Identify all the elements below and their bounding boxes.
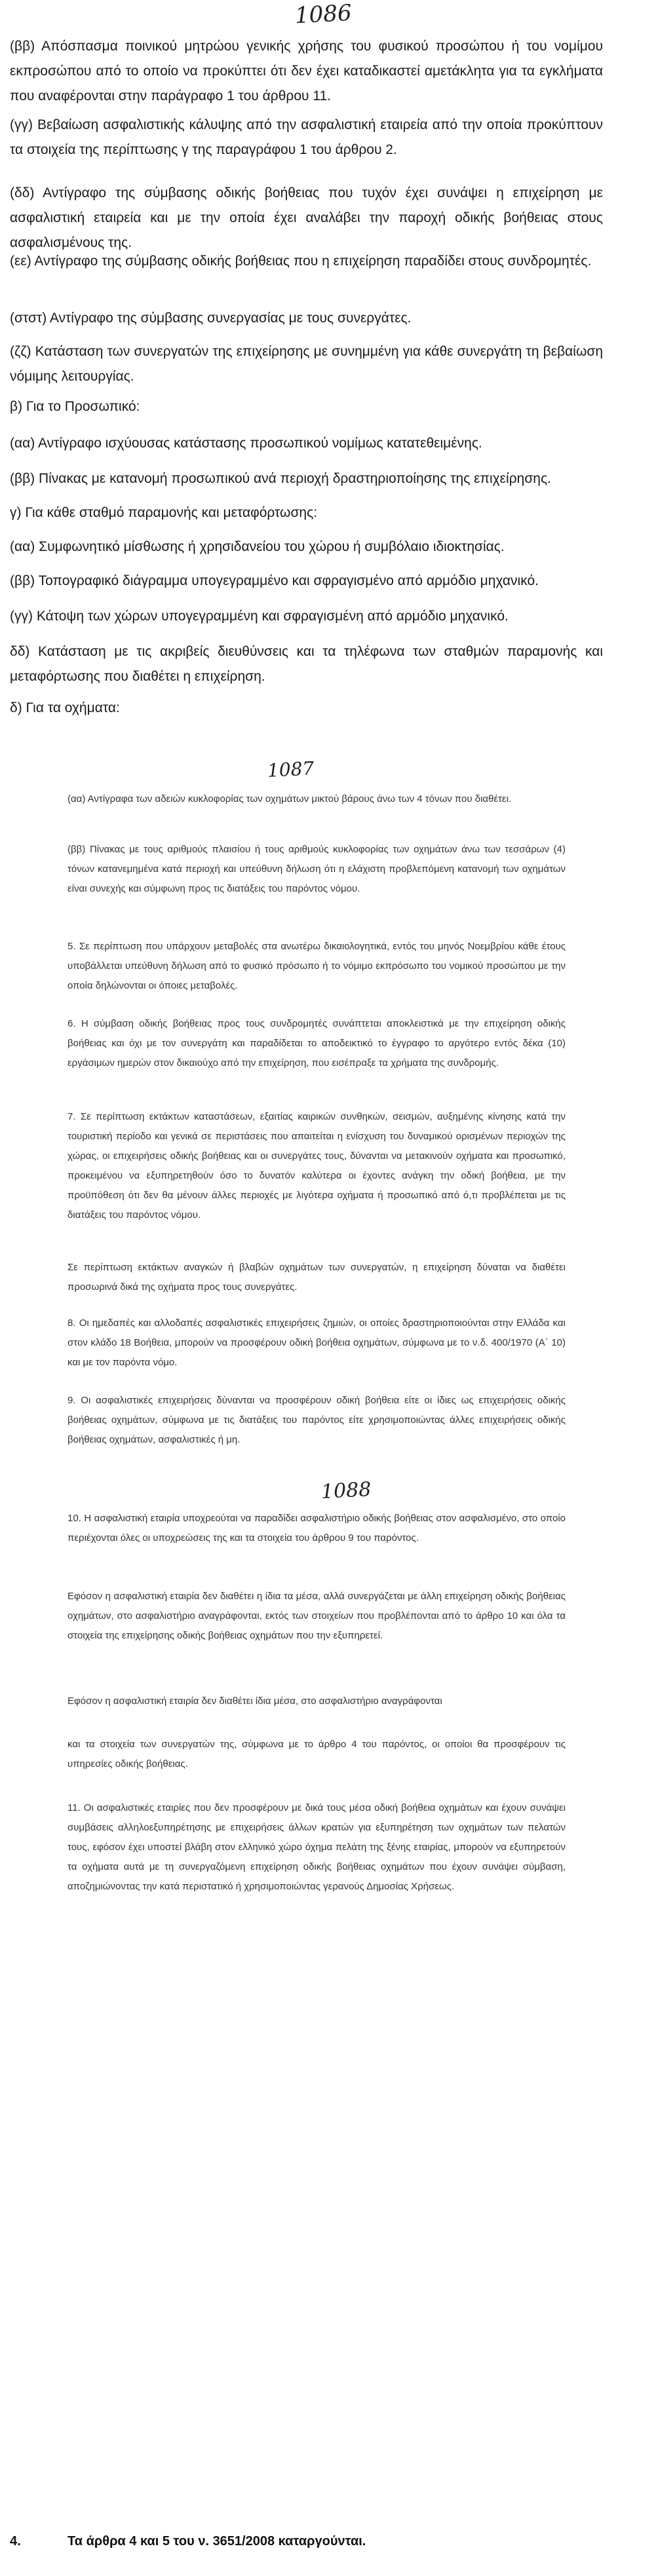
paragraph: Εφόσον η ασφαλιστική εταιρία δεν διαθέτει ίδια μέσα, στο ασφαλιστήριο αναγράφονται (68, 1695, 442, 1707)
paragraph: (ββ) Πίνακας με κατανομή προσωπικού ανά περιοχή δραστηριοποίησης της επιχείρησης. (10, 471, 551, 486)
paragraph: (στστ) Αντίγραφο της σύμβασης συνεργασίας με τους συνεργάτες. (10, 311, 412, 326)
paragraph: 10. Η ασφαλιστική εταιρία υποχρεούται να παραδίδει ασφαλιστήριο οδικής βοήθειας στον ασφαλισμένο, στο οποίο περιέχονται όλες οι υποχρεώσεις της και τα στοιχεία του άρθρου 9 του παρόντος. (68, 1513, 566, 1544)
page-number: 1088 (320, 1478, 372, 1504)
paragraph: 9. Οι ασφαλιστικές επιχειρήσεις δύνανται να προσφέρουν οδική βοήθεια είτε οι ίδιες ως επιχειρήσεις οδικής βοήθειας οχημάτων, σύμφωνα με τις διατάξεις του παρόντος είτε χρησιμοποιώντας άλλες επιχειρήσεις οδικής βοήθειας οχημάτων, ασφαλιστικές ή μη. (68, 1395, 566, 1445)
article-number: 4. (10, 2534, 21, 2548)
paragraph: (ζζ) Κατάσταση των συνεργατών της επιχείρησης με συνημμένη για κάθε συνεργάτη τη βεβαίωση νόμιμης λειτουργίας. (10, 344, 603, 384)
page-number: 1086 (294, 0, 353, 29)
paragraph: (αα) Αντίγραφο ισχύουσας κατάστασης προσωπικού νομίμως κατατεθειμένης. (10, 436, 482, 451)
paragraph: (ββ) Πίνακας με τους αριθμούς πλαισίου ή τους αριθμούς κυκλοφορίας των οχημάτων άνω των τεσσάρων (4) τόνων κατανεμημένα κατά περιοχή και υπεύθυνη δήλωση ότι η ελάχιστη προβλεπόμενη κατανομή των οχημάτων είναι συνεχής και σύμφωνη προς τις διατάξεις του παρόντος νόμου. (68, 844, 566, 894)
paragraph: 11. Οι ασφαλιστικές εταιρίες που δεν προσφέρουν με δικά τους μέσα οδική βοήθεια οχημάτων και έχουν συνάψει συμβάσεις αλληλοεξυπηρέτησης με επιχειρήσεις άλλων κρατών για εξυπηρέτηση των οχημάτων των πελατών τους, εφόσον έχει υποστεί βλάβη στον ελληνικό χώρο όχημα πελάτη της ξένης εταιρίας, μπορούν να εξυπηρετούν τα οχήματα αυτά με τη συνεργαζόμενη επιχείρηση οδικής βοήθειας οχημάτων που έχουν συνάψει σύμβαση, αποζημιώνοντας την κατά περιστατικό ή χρησιμοποιώντας γερανούς Δημοσίας Χρήσεως. (68, 1802, 566, 1892)
paragraph: (δδ) Αντίγραφο της σύμβασης οδικής βοήθειας που τυχόν έχει συνάψει η επιχείρηση με ασφαλιστική εταιρεία και με την οποία έχει αναλάβει την παροχή οδικής βοήθειας στους ασφαλισμένους της. (10, 185, 603, 250)
paragraph: και τα στοιχεία των συνεργατών της, σύμφωνα με το άρθρο 4 του παρόντος, οι οποίοι θα προσφέρουν τις υπηρεσίες οδικής βοήθειας. (68, 1739, 566, 1770)
paragraph: 8. Οι ημεδαπές και αλλοδαπές ασφαλιστικές επιχειρήσεις ζημιών, οι οποίες δραστηριοποιούνται στην Ελλάδα και στον κλάδο 18 Βοήθεια, μπορούν να προσφέρουν οδική βοήθεια οχημάτων, σύμφωνα με το ν.δ. 400/1970 (Α΄ 10) και με τον παρόντα νόμο. (68, 1317, 566, 1368)
paragraph: Εφόσον η ασφαλιστική εταιρία δεν διαθέτει η ίδια τα μέσα, αλλά συνεργάζεται με άλλη επιχείρηση οδικής βοήθειας οχημάτων, στο ασφαλιστήριο αναγράφονται, εκτός των στοιχείων που προβλέπονται από το άρθρο 10 και όλα τα στοιχεία της επιχείρησης οδικής βοήθειας οχημάτων που την εξυπηρετεί. (68, 1591, 566, 1641)
paragraph: γ) Για κάθε σταθμό παραμονής και μεταφόρτωσης: (10, 505, 318, 520)
paragraph: 6. Η σύμβαση οδικής βοήθειας προς τους συνδρομητές συνάπτεται αποκλειστικά με την επιχείρηση οδικής βοήθειας και όχι με τον συνεργάτη και παραδίδεται το αποδεικτικό το έγγραφο το αργότερο εντός δέκα (10) εργάσιμων ημερών στον δικαιούχο από την επιχείρηση, που εισέπραξε τα χρήματα της συνδρομής. (68, 1018, 566, 1069)
paragraph: (ββ) Τοπογραφικό διάγραμμα υπογεγραμμένο και σφραγισμένο από αρμόδιο μηχανικό. (10, 573, 539, 588)
paragraph: δδ) Κατάσταση με τις ακριβείς διευθύνσεις και τα τηλέφωνα των σταθμών παραμονής και μεταφόρτωσης που διαθέτει η επιχείρηση. (10, 644, 603, 684)
paragraph: (αα) Αντίγραφα των αδειών κυκλοφορίας των οχημάτων μικτού βάρους άνω των 4 τόνων που διαθέτει. (68, 793, 512, 805)
page-number: 1087 (267, 757, 315, 782)
paragraph: β) Για το Προσωπικό: (10, 399, 140, 414)
final-article-note (10, 2534, 366, 2549)
article-text: Τα άρθρα 4 και 5 του ν. 3651/2008 καταργούνται. (68, 2534, 366, 2548)
paragraph: (εε) Αντίγραφο της σύμβασης οδικής βοήθειας που η επιχείρηση παραδίδει στους συνδρομητές. (10, 254, 592, 269)
paragraph: Σε περίπτωση εκτάκτων αναγκών ή βλαβών οχημάτων των συνεργατών, η επιχείρηση δύναται να διαθέτει προσωρινά δικά της οχήματα προς τους συνεργάτες. (68, 1262, 566, 1293)
paragraph: δ) Για τα οχήματα: (10, 700, 120, 715)
paragraph: (γγ) Κάτοψη των χώρων υπογεγραμμένη και σφραγισμένη από αρμόδιο μηχανικό. (10, 609, 509, 624)
paragraph: (αα) Συμφωνητικό μίσθωσης ή χρησιδανείου του χώρου ή συμβόλαιο ιδιοκτησίας. (10, 539, 505, 554)
paragraph: 5. Σε περίπτωση που υπάρχουν μεταβολές στα ανωτέρω δικαιολογητικά, εντός του μηνός Νοεμβρίου κάθε έτους υποβάλλεται υπεύθυνη δήλωση από το φυσικό πρόσωπο ή το νόμιμο εκπρόσωπο του νομικού προσώπου με την οποία δηλώνονται οι όποιες μεταβολές. (68, 941, 566, 991)
paragraph: (ββ) Απόσπασμα ποινικού μητρώου γενικής χρήσης του φυσικού προσώπου ή του νομίμου εκπροσώπου από το οποίο να προκύπτει ότι δεν έχει καταδικαστεί αμετάκλητα για τα εγκλήματα που αναφέρονται στην παράγραφο 1 του άρθρου 11. (10, 39, 603, 104)
paragraph: 7. Σε περίπτωση εκτάκτων καταστάσεων, εξαιτίας καιρικών συνθηκών, σεισμών, αυξημένης κίνησης κατά την τουριστική περίοδο και γενικά σε περιστάσεις που απαιτείται η ενίσχυση του δυναμικού ορισμένων περιοχών της χώρας, οι επιχειρήσεις οδικής βοήθειας και οι συνεργάτες τους, δύνανται να μετακινούν οχήματα και προσωπικό, προκειμένου να εξυπηρετηθούν όσο το δυνατόν καλύτερα οι έχοντες ανάγκη την οδική βοήθεια, με την προϋπόθεση ότι δεν θα μένουν άλλες περιοχές με λιγότερα οχήματα ή προσωπικό από ό,τι προβλέπεται με τις διατάξεις του παρόντος νόμου. (68, 1111, 566, 1221)
paragraph: (γγ) Βεβαίωση ασφαλιστικής κάλυψης από την ασφαλιστική εταιρεία από την οποία προκύπτουν τα στοιχεία της περίπτωσης γ της παραγράφου 1 του άρθρου 2. (10, 117, 603, 157)
